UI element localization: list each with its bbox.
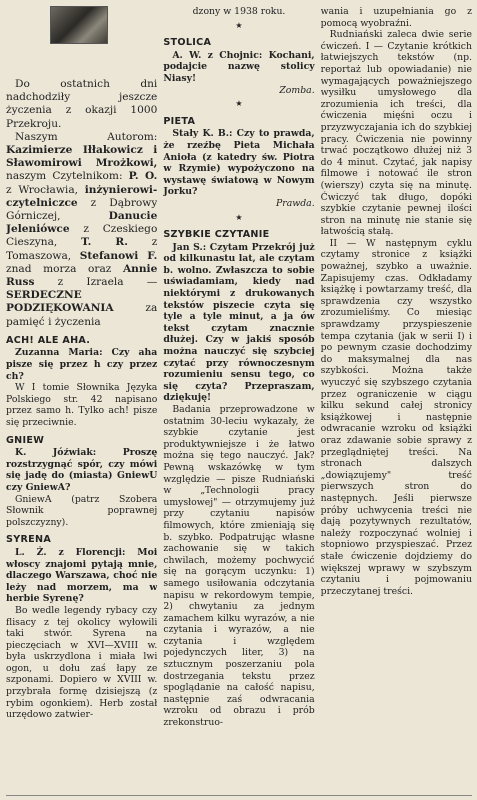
reader-question: Stały K. B.: Czy to prawda, że rzeźbę Pieta Michała Anioła (z katedry św. Piotra w Rzymie) wypożyczono na wystawę światową w Nowym Jorku? — [163, 128, 315, 198]
intro-name: T. R. — [81, 236, 128, 249]
section-heading: SYRENA — [6, 534, 52, 546]
editor-answer: Prawda. — [276, 197, 315, 209]
editor-answer: Zomba. — [279, 84, 315, 96]
star-separator-icon: ★ — [235, 99, 243, 109]
reader-question: A. W. z Chojnic: Kochani, podajcie nazwę stolicy Niasy! — [163, 49, 315, 84]
intro-text: z Izraela — — [57, 276, 158, 289]
star-separator-icon: ★ — [235, 212, 243, 222]
intro-text: naszym Czytelnikom: — [6, 170, 123, 183]
section-heading: ACH! ALE AHA. — [6, 334, 91, 346]
reader-question: Zuzanna Maria: Czy aha pisze się przez h czy przez ch? — [6, 347, 158, 382]
answer-paragraph: II — W następnym cyklu czytamy stronice z książki poważnej, szybko a uważnie. Zapisujemy czas. Odkładamy książkę i powtarzamy treść, dla sprawdzenia czy wszystko zrozumieliśmy. Co miesiąc sprawdzamy przyspieszenie tempa czytania (jak w serii I) i po pewnym czasie dochodzimy do maksymalnej dla nas szybkości. Można także wyuczyć się szybszego czytania przez ograniczenie w ciągu kilku sekund całej stronicy książkowej i następnie odwracanie wzroku od książki oraz zdawanie sobie sprawy z przeglądniętej treści. Na stronach dalszych „dowiązujemy" treść pierwszych stron do następnych. Jeśli pierwsze próby uchwycenia treści nie dają pozytywnych rezultatów, należy rozpoczynać wolniej i stopniowo przyspieszać. Przez stałe ćwiczenie dojdziemy do większej wprawy w szybszym czytaniu i pojmowaniu przeczytanej treści. — [320, 237, 472, 597]
intro-text: z Dąbrowy Górniczej, — [6, 196, 158, 223]
answer-paragraph: Rudniański zaleca dwie serie ćwiczeń. I — Czytanie krótkich łatwiejszych tekstów (np. reportaż lub opowiadanie) nie wymagających poważniejszego wysiłku umysłowego dla zrozumienia ich treści, dla ćwiczenia mięśni oczu i przyzwyczajania ich do szybkiej pracy. Ćwiczenia nie powinny trwać początkowo dłużej niż 3 do 4 minut. Czytać, jak napisy filmowe i notować ile stron (wierszy) czyta się na minutę. Ćwiczyć tak długo, dopóki szybkie czytanie pewnej ilości stron na minutę nie stanie się łatwością stałą. — [320, 29, 472, 238]
intro-paragraph-2 — [6, 131, 157, 329]
reader-question: L. Ż. z Florencji: Moi włoscy znajomi pytają mnie, dlaczego Warszawa, choć nie leży nad morzem, ma w herbie Syrenę? — [6, 546, 158, 605]
intro-name: Annie Russ — [6, 262, 158, 289]
continued-text: dzony w 1938 roku. — [192, 6, 286, 17]
intro-name: inżynierowi-czytelniczce — [6, 183, 158, 209]
author-photo — [50, 6, 108, 44]
column-3 — [321, 6, 472, 796]
intro-text: za pamięć i życzenia — [6, 302, 158, 328]
column-2 — [163, 6, 314, 796]
editor-answer: W I tomie Słownika Języka Polskiego str. 42 napisano przez samo h. Tylko ach! pisze się przeciwnie. — [6, 382, 158, 429]
section-heading: STOLICA — [163, 37, 212, 49]
star-separator-icon: ★ — [235, 20, 243, 30]
intro-text: z Tomaszowa, — [6, 236, 158, 262]
intro-paragraph-1: Do ostatnich dni nadchodziły jeszcze życzenia z okazji 1000 Przekroju. — [6, 78, 158, 130]
intro-text: Naszym Autorom: — [15, 130, 158, 143]
intro-name: Danucie Jeleniówce — [6, 210, 158, 236]
intro-text: z Czeskiego Cieszyna, — [6, 223, 158, 249]
section-heading: GNIEW — [6, 434, 45, 446]
bottom-rule — [6, 795, 472, 796]
reader-question: K. Jóźwiak: Proszę rozstrzygnąć spór, czy mówi się jadę do (miasta) GniewU czy GniewA? — [6, 447, 158, 493]
intro-thanks: SERDECZNE PODZIĘKOWANIA — [6, 289, 114, 315]
editor-answer: Badania przeprowadzone w ostatnim 30-leciu wykazały, że szybkie czytanie jest produktywniejsze i że łatwo można się tego nauczyć. Jak? Pewną wskazówkę w tym względzie — pisze Rudniański w „Technologii pracy umysłowej" — otrzymujemy już przy czytaniu napisów filmowych, które zmieniają się b. szybko. Podpatrując własne zachowanie się w takich chwilach, możemy pochwycić się na gorącym uczynku: 1) samego usiłowania odczytania napisu w rekordowym tempie, 2) chwytaniu za jednym zamachem kilku wyrazów, a nie czytania i wyrazów, a nie czytania i względem pojedynczych liter, 3) na sztucznym poszerzaniu pola dostrzegania tekstu przez spoglądanie na całość napisu, następnie zaś odwracania wzroku od obrazu i prób zrekonstruo- — [163, 404, 315, 729]
editor-answer: GniewA (patrz Szobera Słownik poprawnej polszczyzny). — [6, 493, 158, 528]
reader-question: Jan S.: Czytam Przekrój już od kilkunastu lat, ale czytam b. wolno. Zwłaszcza to sobie uświadamiam, kiedy nad niektórymi z drukowanych tekstów piszecie czyta się tyle a tyle minut, a ja ów tekst czytam znacznie dłużej. Czy w jakiś sposób można nauczyć się szybciej czytać przy równoczesnym rozumieniu sensu tego, co się czyta? Przepraszam, dziękuję! — [163, 241, 315, 404]
section-heading: PIETA — [163, 115, 196, 127]
intro-name: Stefanowi F. — [79, 249, 158, 262]
editor-answer: Bo wedle legendy rybacy czy flisacy z tej okolicy wyłowili taki stwór. Syrena na pieczęciach w XVI—XVIII w. była uskrzydlona i miała lwi ogon, u dołu zaś łapy ze szponami. Dopiero w XVIII w. przybrała formę dzisiejszą (z rybim ogonkiem). Herb został urzędowo zatwier- — [6, 604, 158, 721]
section-heading: SZYBKIE CZYTANIE — [163, 229, 270, 241]
intro-text: z Wrocławia, — [6, 183, 79, 196]
intro-name: P. O. — [128, 170, 158, 183]
answer-continued: wania i uzupełniania go z pomocą wyobraźni. — [320, 6, 472, 29]
intro-block — [6, 78, 157, 329]
column-1 — [6, 6, 157, 796]
intro-text: znad morza oraz — [6, 262, 112, 275]
intro-names: Kazimierze Iłłakowicz i Sławomirowi Mrożkowi, — [6, 144, 158, 170]
